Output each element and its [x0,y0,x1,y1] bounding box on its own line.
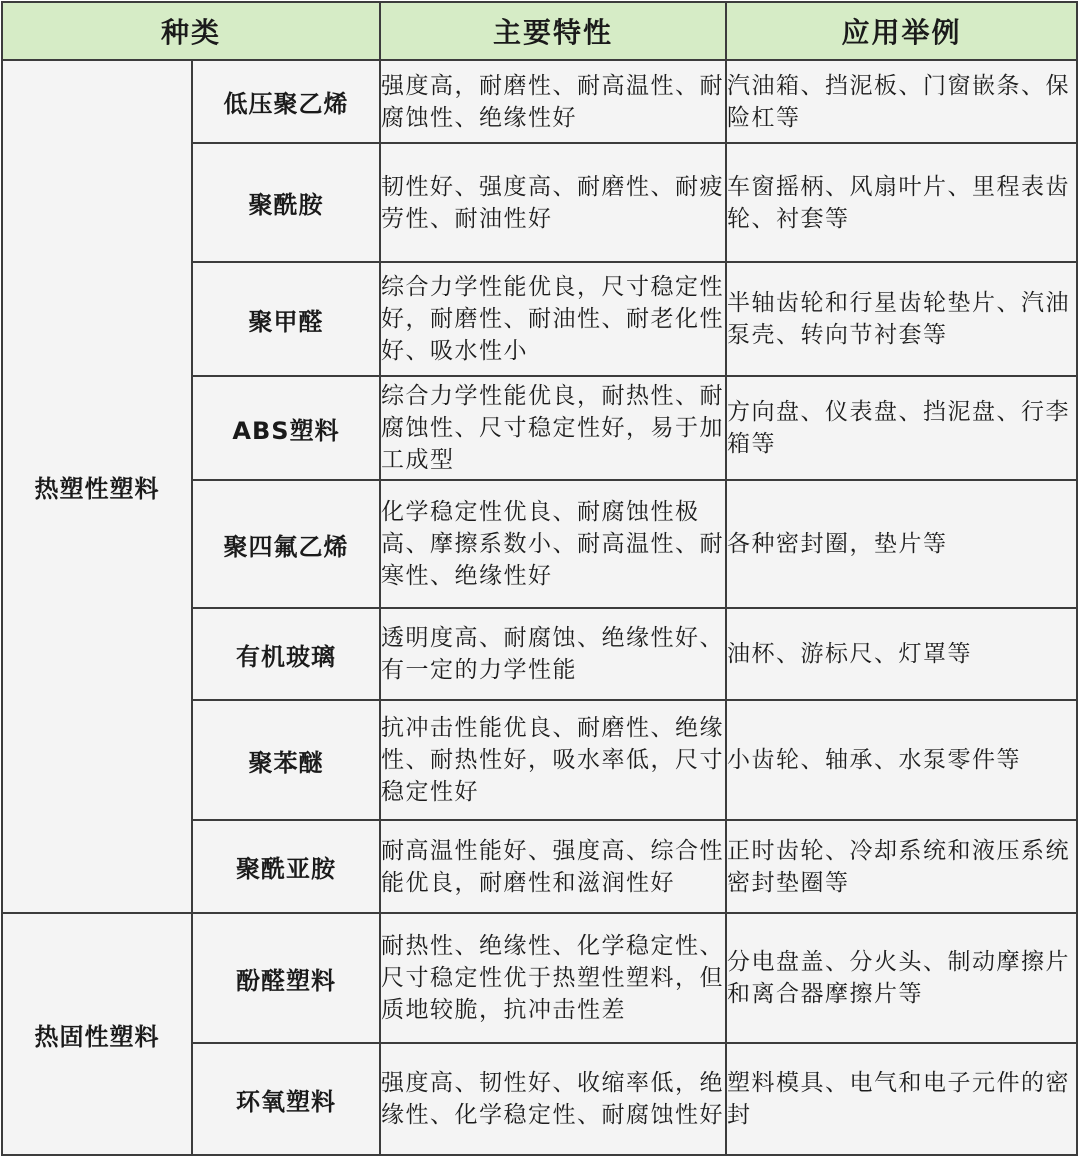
applications-cell: 方向盘、仪表盘、挡泥盘、行李箱等 [726,376,1077,480]
properties-cell: 抗冲击性能优良、耐磨性、绝缘性、耐热性好，吸水率低，尺寸稳定性好 [380,700,726,820]
properties-cell: 综合力学性能优良，尺寸稳定性好，耐磨性、耐油性、耐老化性好、吸水性小 [380,262,726,376]
applications-cell: 塑料模具、电气和电子元件的密封 [726,1043,1077,1155]
table-row [2,60,1077,143]
kind-cell: 聚酰胺 [192,143,380,262]
applications-cell: 各种密封圈，垫片等 [726,480,1077,608]
kind-cell: ABS塑料 [192,376,380,480]
header-row [2,2,1077,60]
applications-cell: 小齿轮、轴承、水泵零件等 [726,700,1077,820]
plastics-table [1,1,1078,1156]
group-label-thermoplastic: 热塑性塑料 [2,60,192,913]
kind-cell: 有机玻璃 [192,608,380,700]
properties-cell: 耐高温性能好、强度高、综合性能优良，耐磨性和滋润性好 [380,820,726,913]
applications-cell: 分电盘盖、分火头、制动摩擦片和离合器摩擦片等 [726,913,1077,1043]
applications-cell: 车窗摇柄、风扇叶片、里程表齿轮、衬套等 [726,143,1077,262]
kind-cell: 聚苯醚 [192,700,380,820]
kind-cell: 低压聚乙烯 [192,60,380,143]
kind-cell: 聚酰亚胺 [192,820,380,913]
properties-cell: 韧性好、强度高、耐磨性、耐疲劳性、耐油性好 [380,143,726,262]
properties-cell: 化学稳定性优良、耐腐蚀性极高、摩擦系数小、耐高温性、耐寒性、绝缘性好 [380,480,726,608]
kind-cell: 聚四氟乙烯 [192,480,380,608]
properties-cell: 强度高，耐磨性、耐高温性、耐腐蚀性、绝缘性好 [380,60,726,143]
header-properties: 主要特性 [380,2,726,60]
table-body [2,60,1077,1155]
table-row [2,913,1077,1043]
properties-cell: 耐热性、绝缘性、化学稳定性、尺寸稳定性优于热塑性塑料，但质地较脆，抗冲击性差 [380,913,726,1043]
group-label-thermoset: 热固性塑料 [2,913,192,1155]
properties-cell: 强度高、韧性好、收缩率低，绝缘性、化学稳定性、耐腐蚀性好 [380,1043,726,1155]
kind-cell: 酚醛塑料 [192,913,380,1043]
header-kind: 种类 [2,2,380,60]
kind-cell: 聚甲醛 [192,262,380,376]
applications-cell: 汽油箱、挡泥板、门窗嵌条、保险杠等 [726,60,1077,143]
applications-cell: 油杯、游标尺、灯罩等 [726,608,1077,700]
applications-cell: 半轴齿轮和行星齿轮垫片、汽油泵壳、转向节衬套等 [726,262,1077,376]
table-header [2,2,1077,60]
header-applications: 应用举例 [726,2,1077,60]
kind-cell: 环氧塑料 [192,1043,380,1155]
applications-cell: 正时齿轮、冷却系统和液压系统密封垫圈等 [726,820,1077,913]
properties-cell: 透明度高、耐腐蚀、绝缘性好、有一定的力学性能 [380,608,726,700]
properties-cell: 综合力学性能优良，耐热性、耐腐蚀性、尺寸稳定性好，易于加工成型 [380,376,726,480]
